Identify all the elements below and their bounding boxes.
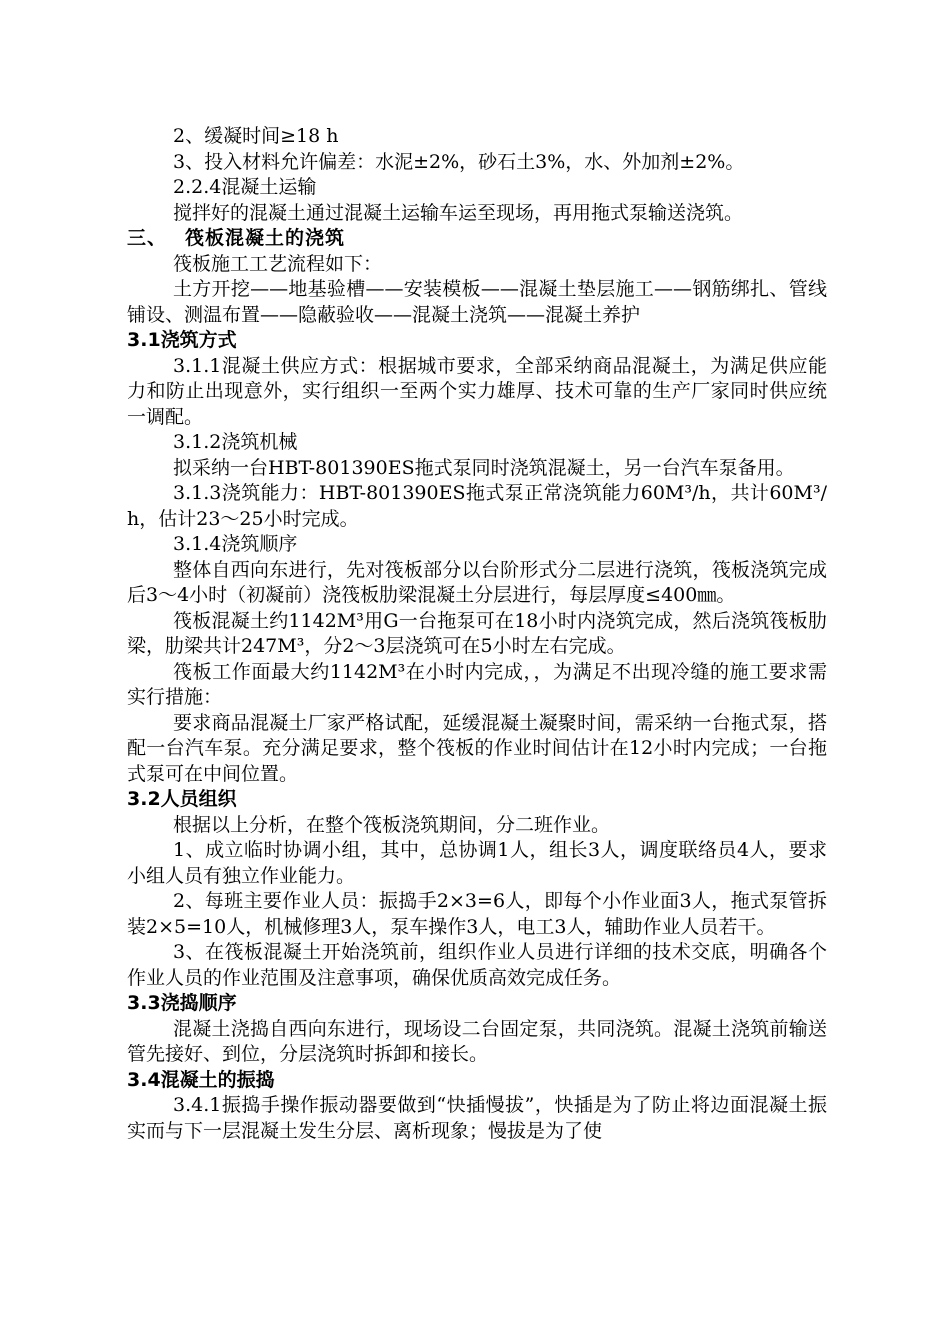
chapter-number: 三、 bbox=[127, 227, 168, 249]
paragraph: 筏板施工工艺流程如下： bbox=[173, 252, 383, 275]
paragraph: 混凝土浇捣自西向东进行，现场设二台固定泵，共同浇筑。混凝土浇筑前输送管先接好、到位，分层浇筑时拆卸和接长。 bbox=[127, 1017, 827, 1065]
paragraph: 3.1.1混凝土供应方式：根据城市要求，全部采纳商品混凝土，为满足供应能力和防止出现意外，实行组织一至两个实力雄厚、技术可靠的生产厂家同时供应统一调配。 bbox=[127, 354, 827, 428]
paragraph: 拟采纳一台HBT-801390ES拖式泵同时浇筑混凝土，另一台汽车泵备用。 bbox=[173, 456, 795, 479]
document-body bbox=[127, 124, 827, 1144]
paragraph: 3、在筏板混凝土开始浇筑前，组织作业人员进行详细的技术交底，明确各个作业人员的作业范围及注意事项，确保优质高效完成任务。 bbox=[127, 941, 827, 989]
paragraph: 2、每班主要作业人员：振捣手2×3=6人，即每个小作业面3人，拖式泵管拆装2×5=10人，机械修理3人，泵车操作3人，电工3人，辅助作业人员若干。 bbox=[127, 890, 827, 938]
paragraph: 3.1.4浇筑顺序 bbox=[173, 533, 298, 555]
paragraph: 2.2.4混凝土运输 bbox=[173, 176, 317, 198]
section-heading: 3.2人员组织 bbox=[127, 788, 237, 810]
section-heading: 3.3浇捣顺序 bbox=[127, 992, 237, 1014]
chapter-title: 筏板混凝土的浇筑 bbox=[185, 227, 346, 249]
paragraph: 3.1.3浇筑能力：HBT-801390ES拖式泵正常浇筑能力60M³/h，共计60M³/h，估计23～25小时完成。 bbox=[127, 482, 827, 530]
paragraph: 要求商品混凝土厂家严格试配，延缓混凝土凝聚时间，需采纳一台拖式泵，搭配一台汽车泵。充分满足要求，整个筏板的作业时间估计在12小时内完成；一台拖式泵可在中间位置。 bbox=[127, 711, 827, 785]
section-heading: 3.1浇筑方式 bbox=[127, 329, 237, 351]
paragraph: 根据以上分析，在整个筏板浇筑期间，分二班作业。 bbox=[173, 813, 611, 836]
paragraph: 3、投入材料允许偏差：水泥±2%，砂石土3%，水、外加剂±2%。 bbox=[173, 150, 745, 173]
paragraph: 3.1.2浇筑机械 bbox=[173, 431, 298, 453]
paragraph: 土方开挖——地基验槽——安装模板——混凝土垫层施工——钢筋绑扎、管线铺设、测温布置——隐蔽验收——混凝土浇筑——混凝土养护 bbox=[127, 278, 827, 326]
paragraph: 2、缓凝时间≥18 h bbox=[173, 125, 339, 147]
paragraph: 筏板混凝土约1142M³用G一台拖泵可在18小时内浇筑完成，然后浇筑筏板肋梁，肋梁共计247M³，分2～3层浇筑可在5小时左右完成。 bbox=[127, 609, 827, 657]
paragraph: 1、成立临时协调小组，其中，总协调1人，组长3人，调度联络员4人，要求小组人员有独立作业能力。 bbox=[127, 839, 827, 887]
paragraph: 搅拌好的混凝土通过混凝土运输车运至现场，再用拖式泵输送浇筑。 bbox=[173, 201, 744, 224]
section-heading: 3.4混凝土的振捣 bbox=[127, 1068, 275, 1091]
chapter-heading bbox=[127, 226, 827, 252]
paragraph: 筏板工作面最大约1142M³在小时内完成，，为满足不出现冷缝的施工要求需实行措施： bbox=[127, 660, 827, 708]
paragraph: 整体自西向东进行，先对筏板部分以台阶形式分二层进行浇筑，筏板浇筑完成后3～4小时（初凝前）浇筏板肋梁混凝土分层进行，每层厚度≤400㎜。 bbox=[127, 558, 827, 606]
paragraph: 3.4.1振捣手操作振动器要做到“快插慢拔”，快插是为了防止将边面混凝土振实而与下一层混凝土发生分层、离析现象；慢拔是为了使 bbox=[127, 1094, 827, 1142]
